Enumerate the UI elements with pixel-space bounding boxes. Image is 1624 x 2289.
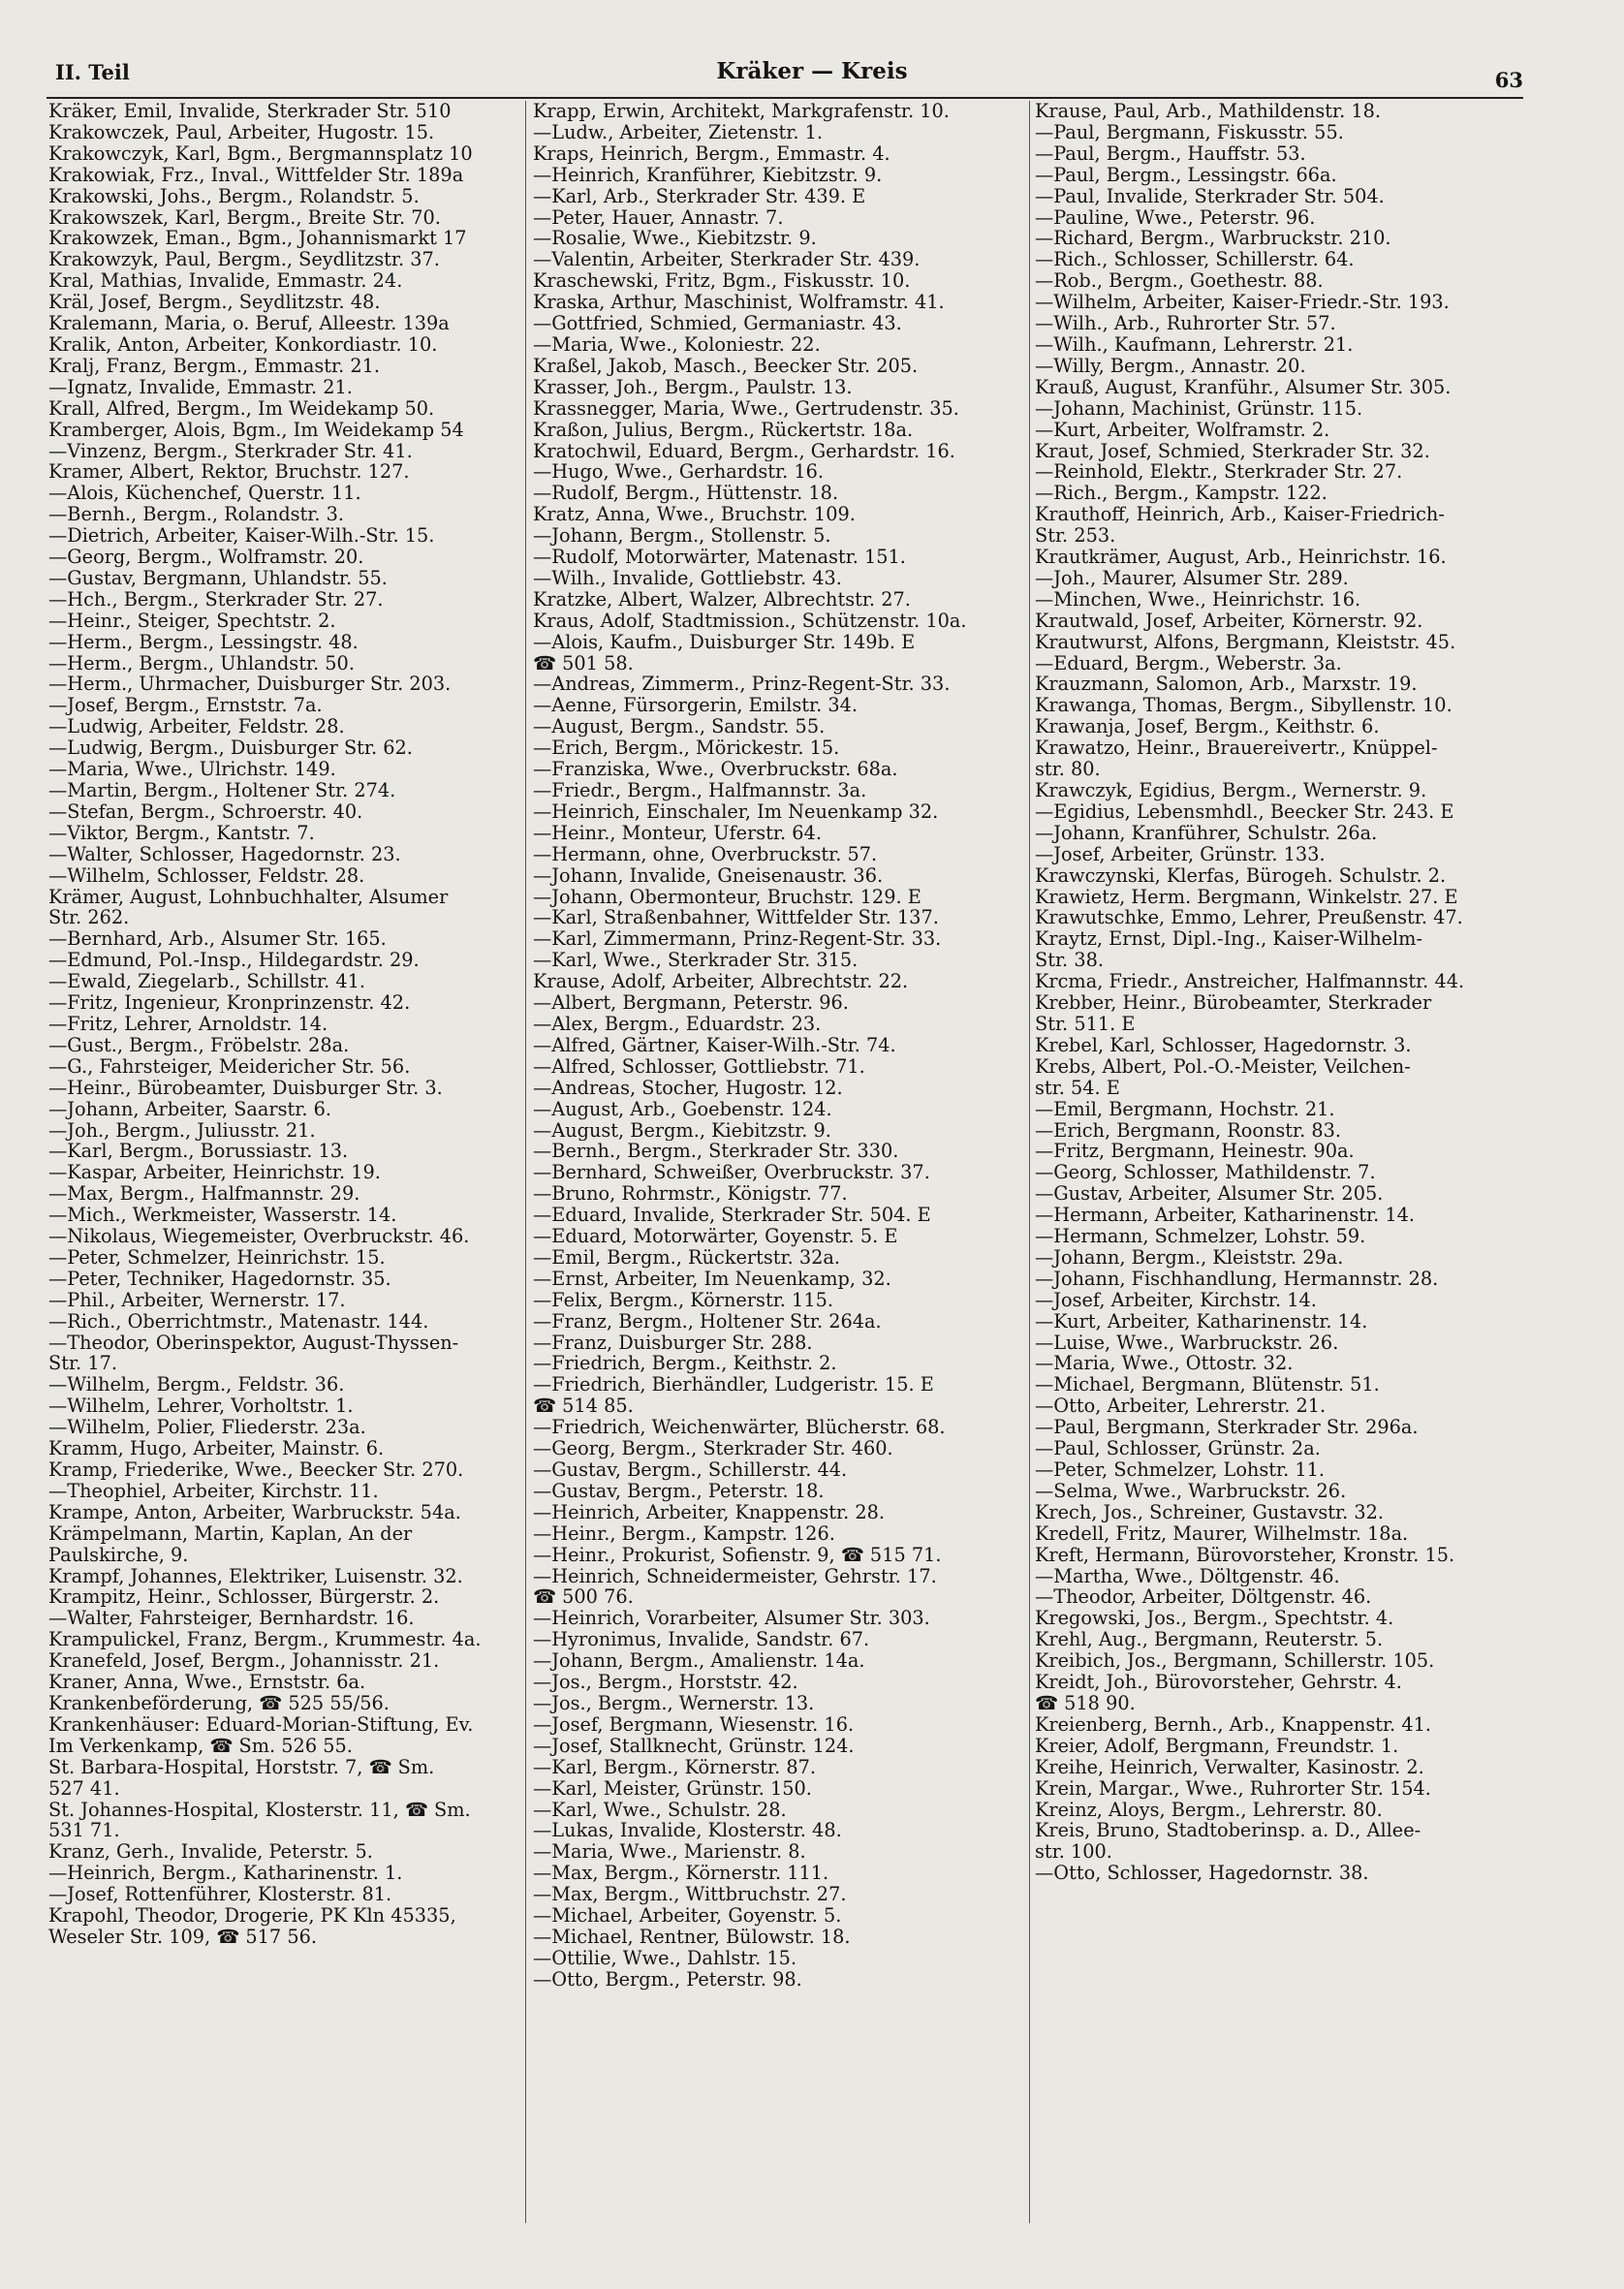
directory-entry: —Erich, Bergmann, Roonstr. 83. <box>1035 1119 1342 1142</box>
directory-entry: Krapohl, Theodor, Drogerie, PK Kln 45335, <box>48 1905 456 1927</box>
directory-entry: —Andreas, Stocher, Hugostr. 12. <box>533 1077 843 1099</box>
directory-entry: —Gust., Bergm., Fröbelstr. 28a. <box>48 1034 350 1056</box>
directory-entry: —Michael, Bergmann, Blütenstr. 51. <box>1035 1374 1380 1396</box>
directory-entry: —Rich., Oberrichtmstr., Matenastr. 144. <box>48 1310 429 1333</box>
directory-entry: —Johann, Bergm., Amalienstr. 14a. <box>533 1650 865 1673</box>
directory-entry: —Reinhold, Elektr., Sterkrader Str. 27. <box>1035 461 1403 484</box>
directory-entry: —Josef, Rottenführer, Klosterstr. 81. <box>48 1884 392 1906</box>
directory-entry: —Viktor, Bergm., Kantstr. 7. <box>48 822 315 844</box>
directory-entry: Str. 511. E <box>1035 1013 1136 1035</box>
directory-entry: —Bernh., Bergm., Rolandstr. 3. <box>48 504 345 526</box>
directory-entry: ☎ 518 90. <box>1035 1692 1136 1714</box>
directory-entry: —Fritz, Lehrer, Arnoldstr. 14. <box>48 1013 328 1035</box>
directory-entry: —Alex, Bergm., Eduardstr. 23. <box>533 1013 822 1035</box>
directory-entry: —Hch., Bergm., Sterkrader Str. 27. <box>48 588 384 611</box>
directory-entry: Str. 253. <box>1035 525 1116 548</box>
directory-entry: —Max, Bergm., Halfmannstr. 29. <box>48 1183 360 1206</box>
column-divider <box>1029 101 1030 2223</box>
directory-entry: —Georg, Schlosser, Mathildenstr. 7. <box>1035 1162 1376 1184</box>
directory-entry: —Stefan, Bergm., Schroerstr. 40. <box>48 800 363 823</box>
directory-entry: —Peter, Schmelzer, Lohstr. 11. <box>1035 1459 1326 1481</box>
directory-entry: Kreft, Hermann, Bürovorsteher, Kronstr. 15. <box>1035 1544 1455 1566</box>
directory-entry: —Johann, Obermonteur, Bruchstr. 129. E <box>533 886 921 908</box>
directory-entry: —Heinr., Steiger, Spechtstr. 2. <box>48 610 336 632</box>
directory-entry: —Walter, Schlosser, Hagedornstr. 23. <box>48 843 401 865</box>
directory-entry: Krampulickel, Franz, Bergm., Krummestr. 4a. <box>48 1629 482 1651</box>
directory-entry: —Alfred, Gärtner, Kaiser-Wilh.-Str. 74. <box>533 1034 896 1056</box>
directory-entry: Weseler Str. 109, ☎ 517 56. <box>48 1926 317 1948</box>
directory-entry: —Hermann, Arbeiter, Katharinenstr. 14. <box>1035 1205 1416 1227</box>
directory-entry: —Luise, Wwe., Warbruckstr. 26. <box>1035 1332 1339 1354</box>
directory-entry: —Heinrich, Arbeiter, Knappenstr. 28. <box>533 1501 886 1523</box>
directory-entry: —Karl, Straßenbahner, Wittfelder Str. 137. <box>533 907 939 929</box>
directory-entry: Kregowski, Jos., Bergm., Spechtstr. 4. <box>1035 1608 1394 1630</box>
directory-entry: 531 71. <box>48 1820 120 1842</box>
directory-entry: —Pauline, Wwe., Peterstr. 96. <box>1035 206 1316 229</box>
directory-entry: —Heinrich, Vorarbeiter, Alsumer Str. 303. <box>533 1608 930 1630</box>
directory-entry: Krall, Alfred, Bergm., Im Weidekamp 50. <box>48 397 435 420</box>
directory-entry: Krampitz, Heinr., Schlosser, Bürgerstr. 2. <box>48 1586 440 1609</box>
directory-entry: str. 100. <box>1035 1841 1112 1864</box>
directory-entry: —Dietrich, Arbeiter, Kaiser-Wilh.-Str. 15. <box>48 525 435 548</box>
directory-entry: —Aenne, Fürsorgerin, Emilstr. 34. <box>533 695 859 717</box>
directory-entry: —Ignatz, Invalide, Emmastr. 21. <box>48 376 353 398</box>
directory-entry: Kreibich, Jos., Bergmann, Schillerstr. 105. <box>1035 1650 1435 1673</box>
directory-entry: Kraßon, Julius, Bergm., Rückertstr. 18a. <box>533 419 914 441</box>
directory-entry: —Rich., Bergm., Kampstr. 122. <box>1035 483 1327 505</box>
directory-entry: Kreier, Adolf, Bergmann, Freundstr. 1. <box>1035 1735 1399 1757</box>
directory-entry: —Eduard, Motorwärter, Goyenstr. 5. E <box>533 1226 898 1247</box>
directory-entry: Krakowiak, Frz., Inval., Wittfelder Str. 189a <box>48 164 464 186</box>
directory-entry: Krebber, Heinr., Bürobeamter, Sterkrader <box>1035 992 1432 1014</box>
page-number: 63 <box>1494 68 1523 92</box>
directory-entry: —Edmund, Pol.-Insp., Hildegardstr. 29. <box>48 950 420 972</box>
directory-entry: ☎ 501 58. <box>533 652 634 674</box>
directory-entry: —Friedrich, Bergm., Keithstr. 2. <box>533 1353 837 1375</box>
directory-entry: —Maria, Wwe., Marienstr. 8. <box>533 1841 806 1864</box>
directory-entry: —Wilhelm, Polier, Fliederstr. 23a. <box>48 1417 366 1439</box>
directory-entry: —Wilh., Kaufmann, Lehrerstr. 21. <box>1035 333 1354 356</box>
directory-entry: —Otto, Schlosser, Hagedornstr. 38. <box>1035 1863 1369 1885</box>
directory-entry: Krakowzek, Eman., Bgm., Johannismarkt 17 <box>48 228 467 250</box>
directory-entry: —Georg, Bergm., Sterkrader Str. 460. <box>533 1438 893 1459</box>
directory-entry: Kraps, Heinrich, Bergm., Emmastr. 4. <box>533 142 890 165</box>
page-title: Kräker — Kreis <box>716 58 908 84</box>
directory-entry: Krassnegger, Maria, Wwe., Gertrudenstr. 35. <box>533 397 959 420</box>
directory-entry: —Paul, Bergmann, Fiskusstr. 55. <box>1035 121 1344 143</box>
directory-entry: —August, Bergm., Kiebitzstr. 9. <box>533 1119 831 1142</box>
directory-entry: —Alfred, Schlosser, Gottliebstr. 71. <box>533 1055 865 1078</box>
directory-entry: —Ludwig, Arbeiter, Feldstr. 28. <box>48 716 345 738</box>
directory-entry: Krautkrämer, August, Arb., Heinrichstr. 16. <box>1035 547 1447 568</box>
directory-entry: —Heinr., Bergm., Kampstr. 126. <box>533 1522 835 1545</box>
directory-entry: —Franz, Bergm., Holtener Str. 264a. <box>533 1310 882 1333</box>
directory-entry: Str. 262. <box>48 907 130 929</box>
directory-entry: —Heinrich, Bergm., Katharinenstr. 1. <box>48 1863 403 1885</box>
directory-entry: —Andreas, Zimmerm., Prinz-Regent-Str. 33. <box>533 674 951 696</box>
directory-entry: Kramp, Friederike, Wwe., Beecker Str. 270. <box>48 1459 464 1481</box>
directory-entry: Kratz, Anna, Wwe., Bruchstr. 109. <box>533 504 856 526</box>
directory-entry: —Peter, Schmelzer, Heinrichstr. 15. <box>48 1246 386 1269</box>
directory-entry: —Josef, Arbeiter, Kirchstr. 14. <box>1035 1289 1317 1311</box>
directory-entry: —Wilhelm, Schlosser, Feldstr. 28. <box>48 864 365 887</box>
directory-entry: —Willy, Bergm., Annastr. 20. <box>1035 355 1306 377</box>
directory-entry: —Bernh., Bergm., Sterkrader Str. 330. <box>533 1141 899 1163</box>
directory-entry: —Alois, Küchenchef, Querstr. 11. <box>48 483 361 505</box>
directory-entry: —Kaspar, Arbeiter, Heinrichstr. 19. <box>48 1162 381 1184</box>
directory-entry: —Franz, Duisburger Str. 288. <box>533 1332 813 1354</box>
directory-entry: Krawczyk, Egidius, Bergm., Wernerstr. 9. <box>1035 780 1427 801</box>
directory-entry: Kraus, Adolf, Stadtmission., Schützenstr. 10a. <box>533 610 967 632</box>
directory-entry: —Vinzenz, Bergm., Sterkrader Str. 41. <box>48 440 413 462</box>
directory-entry: —Gustav, Bergm., Peterstr. 18. <box>533 1480 825 1502</box>
directory-entry: Krakowczyk, Karl, Bgm., Bergmannsplatz 10 <box>48 142 473 165</box>
directory-entry: —Hermann, ohne, Overbruckstr. 57. <box>533 843 878 865</box>
directory-entry: —Karl, Arb., Sterkrader Str. 439. E <box>533 185 866 207</box>
directory-entry: Kratochwil, Eduard, Bergm., Gerhardstr. 16. <box>533 440 955 462</box>
directory-entry: —Max, Bergm., Wittbruchstr. 27. <box>533 1884 847 1906</box>
directory-entry: St. Johannes-Hospital, Klosterstr. 11, ☎ Sm. <box>48 1799 471 1821</box>
directory-entry: Krawutschke, Emmo, Lehrer, Preußenstr. 47. <box>1035 907 1463 929</box>
directory-entry: Paulskirche, 9. <box>48 1544 189 1566</box>
directory-entry: Kredell, Fritz, Maurer, Wilhelmstr. 18a. <box>1035 1522 1409 1545</box>
directory-entry: —Herm., Bergm., Lessingstr. 48. <box>48 631 359 653</box>
directory-entry: Krech, Jos., Schreiner, Gustavstr. 32. <box>1035 1501 1385 1523</box>
directory-entry: Krankenhäuser: Eduard-Morian-Stiftung, Ev. <box>48 1713 474 1736</box>
directory-entry: —Johann, Arbeiter, Saarstr. 6. <box>48 1098 332 1120</box>
directory-entry: —Friedrich, Bierhändler, Ludgeristr. 15. E <box>533 1374 934 1396</box>
directory-entry: —Peter, Techniker, Hagedornstr. 35. <box>48 1268 391 1290</box>
directory-entry: —Friedrich, Weichenwärter, Blücherstr. 68. <box>533 1417 946 1439</box>
directory-entry: —Karl, Bergm., Borussiastr. 13. <box>48 1141 349 1163</box>
directory-entry: str. 54. E <box>1035 1077 1120 1099</box>
directory-entry: Krampe, Anton, Arbeiter, Warbruckstr. 54a. <box>48 1501 461 1523</box>
directory-entry: Krehl, Aug., Bergmann, Reuterstr. 5. <box>1035 1629 1384 1651</box>
directory-entry: —Alois, Kaufm., Duisburger Str. 149b. E <box>533 631 916 653</box>
directory-entry: —Johann, Machinist, Grünstr. 115. <box>1035 397 1363 420</box>
directory-entry: —Felix, Bergm., Körnerstr. 115. <box>533 1289 833 1311</box>
directory-entry: —Karl, Zimmermann, Prinz-Regent-Str. 33. <box>533 928 942 951</box>
directory-entry: Kraska, Arthur, Maschinist, Wolframstr. 41. <box>533 292 945 314</box>
directory-entry: —Phil., Arbeiter, Wernerstr. 17. <box>48 1289 346 1311</box>
directory-entry: —Theodor, Oberinspektor, August-Thyssen- <box>48 1332 459 1354</box>
directory-entry: Kräl, Josef, Bergm., Seydlitzstr. 48. <box>48 292 381 314</box>
directory-entry: Krawczynski, Klerfas, Bürogeh. Schulstr. 2. <box>1035 864 1447 887</box>
directory-entry: Krause, Paul, Arb., Mathildenstr. 18. <box>1035 101 1381 122</box>
directory-entry: —Paul, Invalide, Sterkrader Str. 504. <box>1035 185 1385 207</box>
directory-entry: —Karl, Wwe., Schulstr. 28. <box>533 1799 787 1821</box>
directory-entry: —Franziska, Wwe., Overbruckstr. 68a. <box>533 759 898 780</box>
directory-entry: —Max, Bergm., Körnerstr. 111. <box>533 1863 829 1885</box>
directory-entry: Kreis, Bruno, Stadtoberinsp. a. D., Allee- <box>1035 1820 1421 1842</box>
directory-entry: Krawietz, Herm. Bergmann, Winkelstr. 27. E <box>1035 886 1458 908</box>
directory-entry: Kraut, Josef, Schmied, Sterkrader Str. 32. <box>1035 440 1430 462</box>
directory-entry: Kralj, Franz, Bergm., Emmastr. 21. <box>48 355 381 377</box>
directory-entry: —Jos., Bergm., Wernerstr. 13. <box>533 1692 815 1714</box>
directory-entry: —Rich., Schlosser, Schillerstr. 64. <box>1035 249 1355 271</box>
directory-entry: Im Verkenkamp, ☎ Sm. 526 55. <box>48 1735 353 1757</box>
directory-entry: Kramberger, Alois, Bgm., Im Weidekamp 54 <box>48 419 464 441</box>
directory-entry: Krcma, Friedr., Anstreicher, Halfmannstr. 44. <box>1035 971 1465 993</box>
directory-entry: —Wilh., Arb., Ruhrorter Str. 57. <box>1035 313 1336 334</box>
directory-entry: —Ludw., Arbeiter, Zietenstr. 1. <box>533 121 823 143</box>
directory-entry: Krawatzo, Heinr., Brauereivertr., Knüppel- <box>1035 737 1438 760</box>
directory-entry: —Egidius, Lebensmhdl., Beecker Str. 243. E <box>1035 800 1454 823</box>
directory-entry: —August, Arb., Goebenstr. 124. <box>533 1098 832 1120</box>
directory-entry: Krauzmann, Salomon, Arb., Marxstr. 19. <box>1035 674 1418 696</box>
directory-entry: Kraner, Anna, Wwe., Ernststr. 6a. <box>48 1672 366 1693</box>
directory-entry: —Georg, Bergm., Wolframstr. 20. <box>48 547 364 568</box>
directory-entry: —Paul, Bergm., Lessingstr. 66a. <box>1035 164 1337 186</box>
directory-entry: —Hermann, Schmelzer, Lohstr. 59. <box>1035 1226 1366 1247</box>
directory-entry: Kräker, Emil, Invalide, Sterkrader Str. 510 <box>48 101 452 122</box>
directory-column-2 <box>533 101 1024 1991</box>
directory-entry: —Selma, Wwe., Warbruckstr. 26. <box>1035 1480 1347 1502</box>
directory-entry: Krakowzyk, Paul, Bergm., Seydlitzstr. 37. <box>48 249 440 271</box>
directory-entry: —Rob., Bergm., Goethestr. 88. <box>1035 270 1324 293</box>
directory-entry: —Herm., Bergm., Uhlandstr. 50. <box>48 652 355 674</box>
directory-entry: —Heinr., Monteur, Uferstr. 64. <box>533 822 822 844</box>
directory-entry: —Martin, Bergm., Holtener Str. 274. <box>48 780 396 801</box>
directory-entry: —Ludwig, Bergm., Duisburger Str. 62. <box>48 737 413 760</box>
directory-entry: Krebel, Karl, Schlosser, Hagedornstr. 3. <box>1035 1034 1412 1056</box>
directory-entry: Kral, Mathias, Invalide, Emmastr. 24. <box>48 270 403 293</box>
directory-entry: —Karl, Meister, Grünstr. 150. <box>533 1777 812 1800</box>
directory-entry: Kralemann, Maria, o. Beruf, Alleestr. 139a <box>48 313 450 334</box>
directory-entry: —G., Fahrsteiger, Meidericher Str. 56. <box>48 1055 411 1078</box>
directory-entry: Kramer, Albert, Rektor, Bruchstr. 127. <box>48 461 410 484</box>
directory-entry: —Otto, Arbeiter, Lehrerstr. 21. <box>1035 1395 1327 1418</box>
directory-column-3 <box>1035 101 1523 1884</box>
directory-entry: Kramm, Hugo, Arbeiter, Mainstr. 6. <box>48 1438 385 1459</box>
directory-entry: —Otto, Bergm., Peterstr. 98. <box>533 1968 802 1991</box>
directory-entry: —Wilhelm, Arbeiter, Kaiser-Friedr.-Str. 193. <box>1035 292 1450 314</box>
directory-entry: ☎ 514 85. <box>533 1395 634 1418</box>
directory-entry: Kraschewski, Fritz, Bgm., Fiskusstr. 10. <box>533 270 911 293</box>
directory-entry: —Nikolaus, Wiegemeister, Overbruckstr. 46. <box>48 1226 470 1247</box>
header-rule <box>47 97 1523 99</box>
directory-entry: —Joh., Bergm., Juliusstr. 21. <box>48 1119 316 1142</box>
directory-entry: —Hyronimus, Invalide, Sandstr. 67. <box>533 1629 870 1651</box>
directory-entry: Krebs, Albert, Pol.-O.-Meister, Veilchen- <box>1035 1055 1411 1078</box>
directory-entry: —August, Bergm., Sandstr. 55. <box>533 716 826 738</box>
directory-entry: ☎ 500 76. <box>533 1586 634 1609</box>
directory-entry: Krampf, Johannes, Elektriker, Luisenstr. 32. <box>48 1565 463 1587</box>
directory-entry: —Josef, Arbeiter, Grünstr. 133. <box>1035 843 1326 865</box>
directory-entry: Kreidt, Joh., Bürovorsteher, Gehrstr. 4. <box>1035 1672 1402 1693</box>
directory-entry: Krämpelmann, Martin, Kaplan, An der <box>48 1522 413 1545</box>
directory-entry: —Josef, Stallknecht, Grünstr. 124. <box>533 1735 855 1757</box>
directory-entry: Krauß, August, Kranführ., Alsumer Str. 305. <box>1035 376 1452 398</box>
directory-entry: Str. 38. <box>1035 950 1104 972</box>
directory-entry: —Paul, Bergmann, Sterkrader Str. 296a. <box>1035 1417 1419 1439</box>
directory-entry: —Jos., Bergm., Horststr. 42. <box>533 1672 798 1693</box>
directory-entry: —Heinr., Prokurist, Sofienstr. 9, ☎ 515 71. <box>533 1544 942 1566</box>
directory-entry: Kratzke, Albert, Walzer, Albrechtstr. 27. <box>533 588 911 611</box>
directory-entry: —Karl, Wwe., Sterkrader Str. 315. <box>533 950 859 972</box>
directory-entry: —Eduard, Invalide, Sterkrader Str. 504. E <box>533 1205 931 1227</box>
directory-entry: —Eduard, Bergm., Weberstr. 3a. <box>1035 652 1342 674</box>
directory-entry: —Ottilie, Wwe., Dahlstr. 15. <box>533 1947 797 1969</box>
directory-entry: —Johann, Fischhandlung, Hermannstr. 28. <box>1035 1268 1439 1290</box>
directory-entry: Krämer, August, Lohnbuchhalter, Alsumer <box>48 886 449 908</box>
directory-entry: —Kurt, Arbeiter, Wolframstr. 2. <box>1035 419 1330 441</box>
directory-entry: —Martha, Wwe., Döltgenstr. 46. <box>1035 1565 1340 1587</box>
directory-entry: —Peter, Hauer, Annastr. 7. <box>533 206 784 229</box>
directory-entry: —Emil, Bergm., Rückertstr. 32a. <box>533 1246 840 1269</box>
directory-entry: —Johann, Bergm., Stollenstr. 5. <box>533 525 831 548</box>
directory-entry: Krapp, Erwin, Architekt, Markgrafenstr. 10. <box>533 101 950 122</box>
directory-entry: —Josef, Bergm., Ernststr. 7a. <box>48 695 323 717</box>
directory-entry: —Wilhelm, Bergm., Feldstr. 36. <box>48 1374 345 1396</box>
directory-entry: —Michael, Arbeiter, Goyenstr. 5. <box>533 1905 842 1927</box>
directory-entry: —Ernst, Arbeiter, Im Neuenkamp, 32. <box>533 1268 891 1290</box>
directory-entry: —Fritz, Bergmann, Heinestr. 90a. <box>1035 1141 1355 1163</box>
directory-entry: —Gustav, Bergmann, Uhlandstr. 55. <box>48 567 388 589</box>
directory-entry: Krakowszek, Karl, Bergm., Breite Str. 70. <box>48 206 441 229</box>
directory-entry: —Emil, Bergmann, Hochstr. 21. <box>1035 1098 1335 1120</box>
directory-entry: —Richard, Bergm., Warbruckstr. 210. <box>1035 228 1391 250</box>
part-label: II. Teil <box>55 60 130 84</box>
directory-entry: Krankenbeförderung, ☎ 525 55/56. <box>48 1692 390 1714</box>
directory-entry: —Heinr., Bürobeamter, Duisburger Str. 3. <box>48 1077 443 1099</box>
directory-entry: —Fritz, Ingenieur, Kronprinzenstr. 42. <box>48 992 411 1014</box>
directory-entry: —Paul, Bergm., Hauffstr. 53. <box>1035 142 1306 165</box>
directory-entry: —Gustav, Arbeiter, Alsumer Str. 205. <box>1035 1183 1384 1206</box>
directory-entry: —Bernhard, Arb., Alsumer Str. 165. <box>48 928 387 951</box>
directory-entry: Krause, Adolf, Arbeiter, Albrechtstr. 22. <box>533 971 909 993</box>
directory-entry: —Wilhelm, Lehrer, Vorholtstr. 1. <box>48 1395 354 1418</box>
directory-entry: —Theodor, Arbeiter, Döltgenstr. 46. <box>1035 1586 1372 1609</box>
directory-entry: —Johann, Bergm., Kleiststr. 29a. <box>1035 1246 1344 1269</box>
directory-entry: —Heinrich, Kranführer, Kiebitzstr. 9. <box>533 164 883 186</box>
directory-entry: —Michael, Rentner, Bülowstr. 18. <box>533 1926 851 1948</box>
directory-entry: —Heinrich, Schneidermeister, Gehrstr. 17. <box>533 1565 937 1587</box>
directory-entry: —Valentin, Arbeiter, Sterkrader Str. 439. <box>533 249 921 271</box>
directory-entry: Krein, Margar., Wwe., Ruhrorter Str. 154. <box>1035 1777 1431 1800</box>
directory-entry: —Theophiel, Arbeiter, Kirchstr. 11. <box>48 1480 379 1502</box>
directory-entry: —Maria, Wwe., Ulrichstr. 149. <box>48 759 336 780</box>
directory-entry: Krawanga, Thomas, Bergm., Sibyllenstr. 10. <box>1035 695 1452 717</box>
directory-entry: Str. 17. <box>48 1353 117 1375</box>
directory-entry: Kranefeld, Josef, Bergm., Johannisstr. 21. <box>48 1650 440 1673</box>
directory-entry: —Paul, Schlosser, Grünstr. 2a. <box>1035 1438 1321 1459</box>
directory-entry: str. 80. <box>1035 759 1101 780</box>
directory-entry: —Wilh., Invalide, Gottliebstr. 43. <box>533 567 842 589</box>
directory-entry: Kreinz, Aloys, Bergm., Lehrerstr. 80. <box>1035 1799 1383 1821</box>
directory-entry: —Maria, Wwe., Koloniestr. 22. <box>533 333 821 356</box>
directory-entry: —Johann, Invalide, Gneisenaustr. 36. <box>533 864 884 887</box>
directory-entry: —Minchen, Wwe., Heinrichstr. 16. <box>1035 588 1361 611</box>
directory-entry: 527 41. <box>48 1777 120 1800</box>
directory-entry: —Gustav, Bergm., Schillerstr. 44. <box>533 1459 848 1481</box>
directory-entry: Krautwurst, Alfons, Bergmann, Kleiststr. 45. <box>1035 631 1456 653</box>
directory-entry: —Rosalie, Wwe., Kiebitzstr. 9. <box>533 228 817 250</box>
directory-entry: Kraßel, Jakob, Masch., Beecker Str. 205. <box>533 355 919 377</box>
directory-entry: —Maria, Wwe., Ottostr. 32. <box>1035 1353 1294 1375</box>
directory-entry: —Josef, Bergmann, Wiesenstr. 16. <box>533 1713 855 1736</box>
directory-column-1 <box>48 101 519 1948</box>
directory-entry: —Johann, Kranführer, Schulstr. 26a. <box>1035 822 1378 844</box>
directory-entry: —Gottfried, Schmied, Germaniastr. 43. <box>533 313 902 334</box>
directory-entry: —Mich., Werkmeister, Wasserstr. 14. <box>48 1205 397 1227</box>
directory-entry: Krawanja, Josef, Bergm., Keithstr. 6. <box>1035 716 1380 738</box>
directory-entry: —Herm., Uhrmacher, Duisburger Str. 203. <box>48 674 452 696</box>
directory-entry: Kreienberg, Bernh., Arb., Knappenstr. 41. <box>1035 1713 1431 1736</box>
directory-entry: Kranz, Gerh., Invalide, Peterstr. 5. <box>48 1841 373 1864</box>
directory-entry: —Rudolf, Motorwärter, Matenastr. 151. <box>533 547 906 568</box>
directory-entry: —Rudolf, Bergm., Hüttenstr. 18. <box>533 483 839 505</box>
directory-entry: —Ewald, Ziegelarb., Schillstr. 41. <box>48 971 366 993</box>
directory-entry: —Hugo, Wwe., Gerhardstr. 16. <box>533 461 825 484</box>
directory-entry: Krautwald, Josef, Arbeiter, Körnerstr. 92. <box>1035 610 1423 632</box>
directory-entry: —Lukas, Invalide, Klosterstr. 48. <box>533 1820 842 1842</box>
directory-entry: Kralik, Anton, Arbeiter, Konkordiastr. 10. <box>48 333 438 356</box>
directory-entry: St. Barbara-Hospital, Horststr. 7, ☎ Sm. <box>48 1756 435 1778</box>
directory-entry: —Karl, Bergm., Körnerstr. 87. <box>533 1756 817 1778</box>
directory-entry: Kraytz, Ernst, Dipl.-Ing., Kaiser-Wilhelm- <box>1035 928 1422 951</box>
directory-entry: Krasser, Joh., Bergm., Paulstr. 13. <box>533 376 853 398</box>
directory-entry: Krakowczek, Paul, Arbeiter, Hugostr. 15. <box>48 121 435 143</box>
directory-entry: —Kurt, Arbeiter, Katharinenstr. 14. <box>1035 1310 1368 1333</box>
directory-entry: Kreihe, Heinrich, Verwalter, Kasinostr. 2. <box>1035 1756 1424 1778</box>
directory-entry: Krakowski, Johs., Bergm., Rolandstr. 5. <box>48 185 420 207</box>
directory-entry: —Albert, Bergmann, Peterstr. 96. <box>533 992 849 1014</box>
column-divider <box>525 101 526 2223</box>
directory-entry: —Erich, Bergm., Mörickestr. 15. <box>533 737 840 760</box>
directory-entry: —Bruno, Rohrmstr., Königstr. 77. <box>533 1183 848 1206</box>
directory-entry: —Bernhard, Schweißer, Overbruckstr. 37. <box>533 1162 930 1184</box>
directory-entry: —Walter, Fahrsteiger, Bernhardstr. 16. <box>48 1608 415 1630</box>
directory-entry: —Friedr., Bergm., Halfmannstr. 3a. <box>533 780 867 801</box>
directory-entry: —Joh., Maurer, Alsumer Str. 289. <box>1035 567 1349 589</box>
directory-entry: —Heinrich, Einschaler, Im Neuenkamp 32. <box>533 800 939 823</box>
directory-entry: Krauthoff, Heinrich, Arb., Kaiser-Friedrich- <box>1035 504 1445 526</box>
